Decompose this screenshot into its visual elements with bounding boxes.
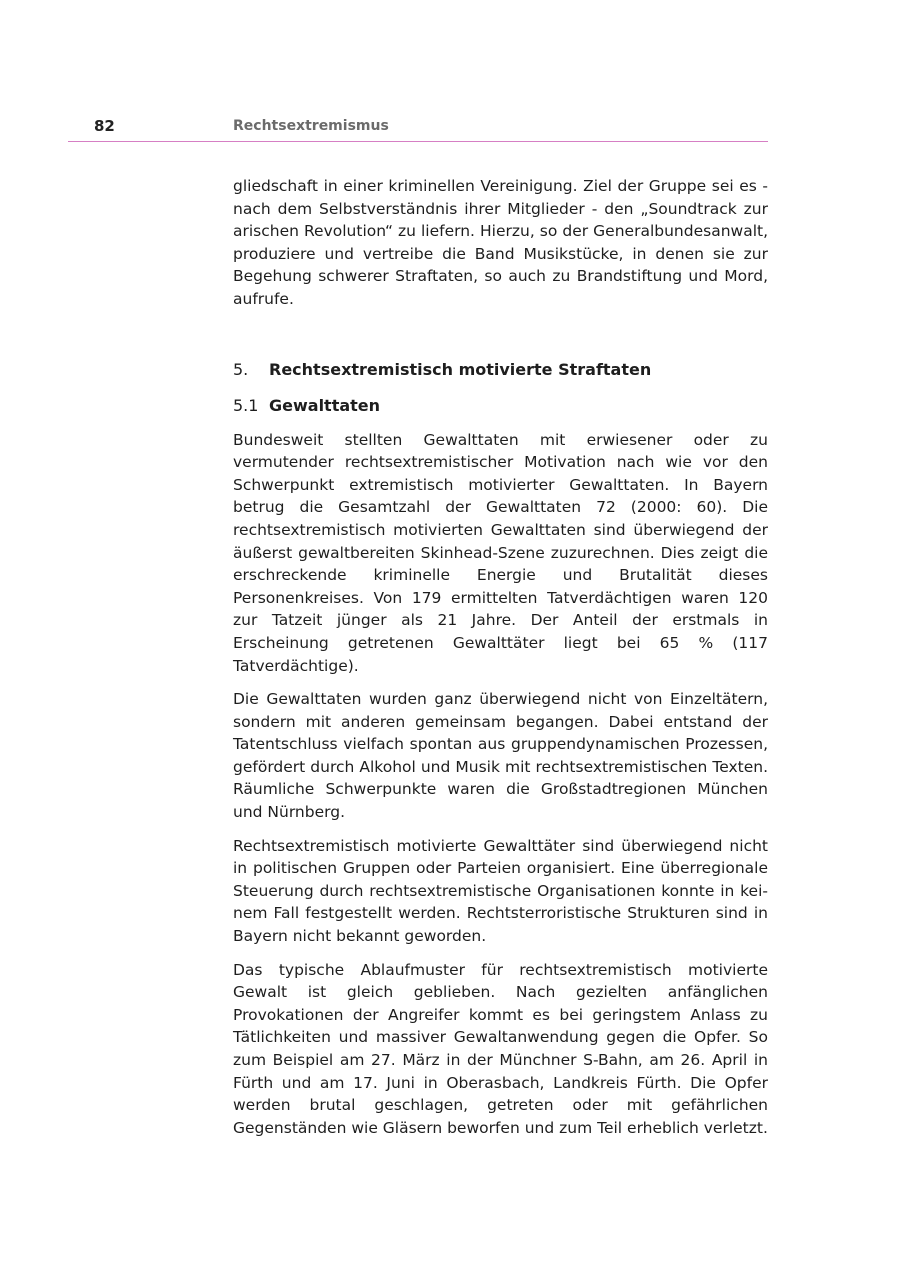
body-paragraph: Bundesweit stellten Gewalttaten mit erwiesener oder zu vermutender rechtsextremistischer Motivation nach wie vor den Schwerpunkt extremistisch motivierter Gewalttaten. In Bayern betrug die Gesamtzahl der Gewalttaten 72 (2000: 60). Die rechtsextremistisch motivierten Gewalttaten sind überwiegend der äußerst gewaltbereiten Skinhead-Szene zuzurechnen. Dies zeigt die erschreckende kriminelle Energie und Brutalität dieses Personenkreises. Von 179 ermittelten Tatverdächtigen waren 120 zur Tatzeit jünger als 21 Jahre. Der Anteil der erstmals in Erscheinung getretenen Gewalttäter liegt bei 65 % (117 Tatverdächtige). [233,430,768,675]
page-number: 82 [94,117,115,135]
continued-paragraph: gliedschaft in einer kriminellen Vereinigung. Ziel der Gruppe sei es - nach dem Selbstverständnis ihrer Mitglieder - den „Soundtrack zur arischen Revolution“ zu liefern. Hierzu, so der Generalbundesanwalt, produziere und vertreibe die Band Musikstücke, in denen sie zur Begehung schwerer Straftaten, so auch zu Brandstiftung und Mord, aufrufe. [233,177,768,308]
body-paragraph: Die Gewalttaten wurden ganz überwiegend nicht von Einzeltätern, sondern mit anderen gemeinsam begangen. Dabei entstand der Tatentschluss vielfach spontan aus gruppendynamischen Prozessen, gefördert durch Alkohol und Musik mit rechtsextremistischen Texten. Räumliche Schwerpunkte waren die Großstadtregionen München und Nürnberg. [233,690,768,822]
main-text [233,175,768,1150]
running-title: Rechtsextremismus [233,118,389,134]
section-number: 5. [233,359,249,379]
body-paragraph: Rechtsextremistisch motivierte Gewalttäter sind überwiegend nicht in politischen Gruppen oder Parteien organisiert. Eine überregionale Steuerung durch rechtsextremistische Organisationen konnte in keinem Fall festgestellt werden. Rechtsterroristische Strukturen sind in Bayern nicht bekannt geworden. [233,836,768,946]
section-title: Rechtsextremistisch motivierte Straftaten [269,359,652,379]
subsection-heading [233,395,768,417]
section-heading [233,359,768,381]
subsection-title: Gewalttaten [269,395,381,415]
subsection-number: 5.1 [233,395,259,415]
body-paragraph: Das typische Ablaufmuster für rechtsextremistisch motivierte Gewalt ist gleich geblieben. Nach gezielten anfänglichen Provokationen der Angreifer kommt es bei geringstem Anlass zu Tätlichkeiten und massiver Gewaltanwendung gegen die Opfer. So zum Beispiel am 27. März in der Münchner S-Bahn, am 26. April in Fürth und am 17. Juni in Oberasbach, Landkreis Fürth. Die Opfer werden brutal geschlagen, getreten oder mit gefährlichen Gegenständen wie Gläsern beworfen und zum Teil erheblich verletzt. [233,960,768,1137]
header-divider [68,141,768,142]
